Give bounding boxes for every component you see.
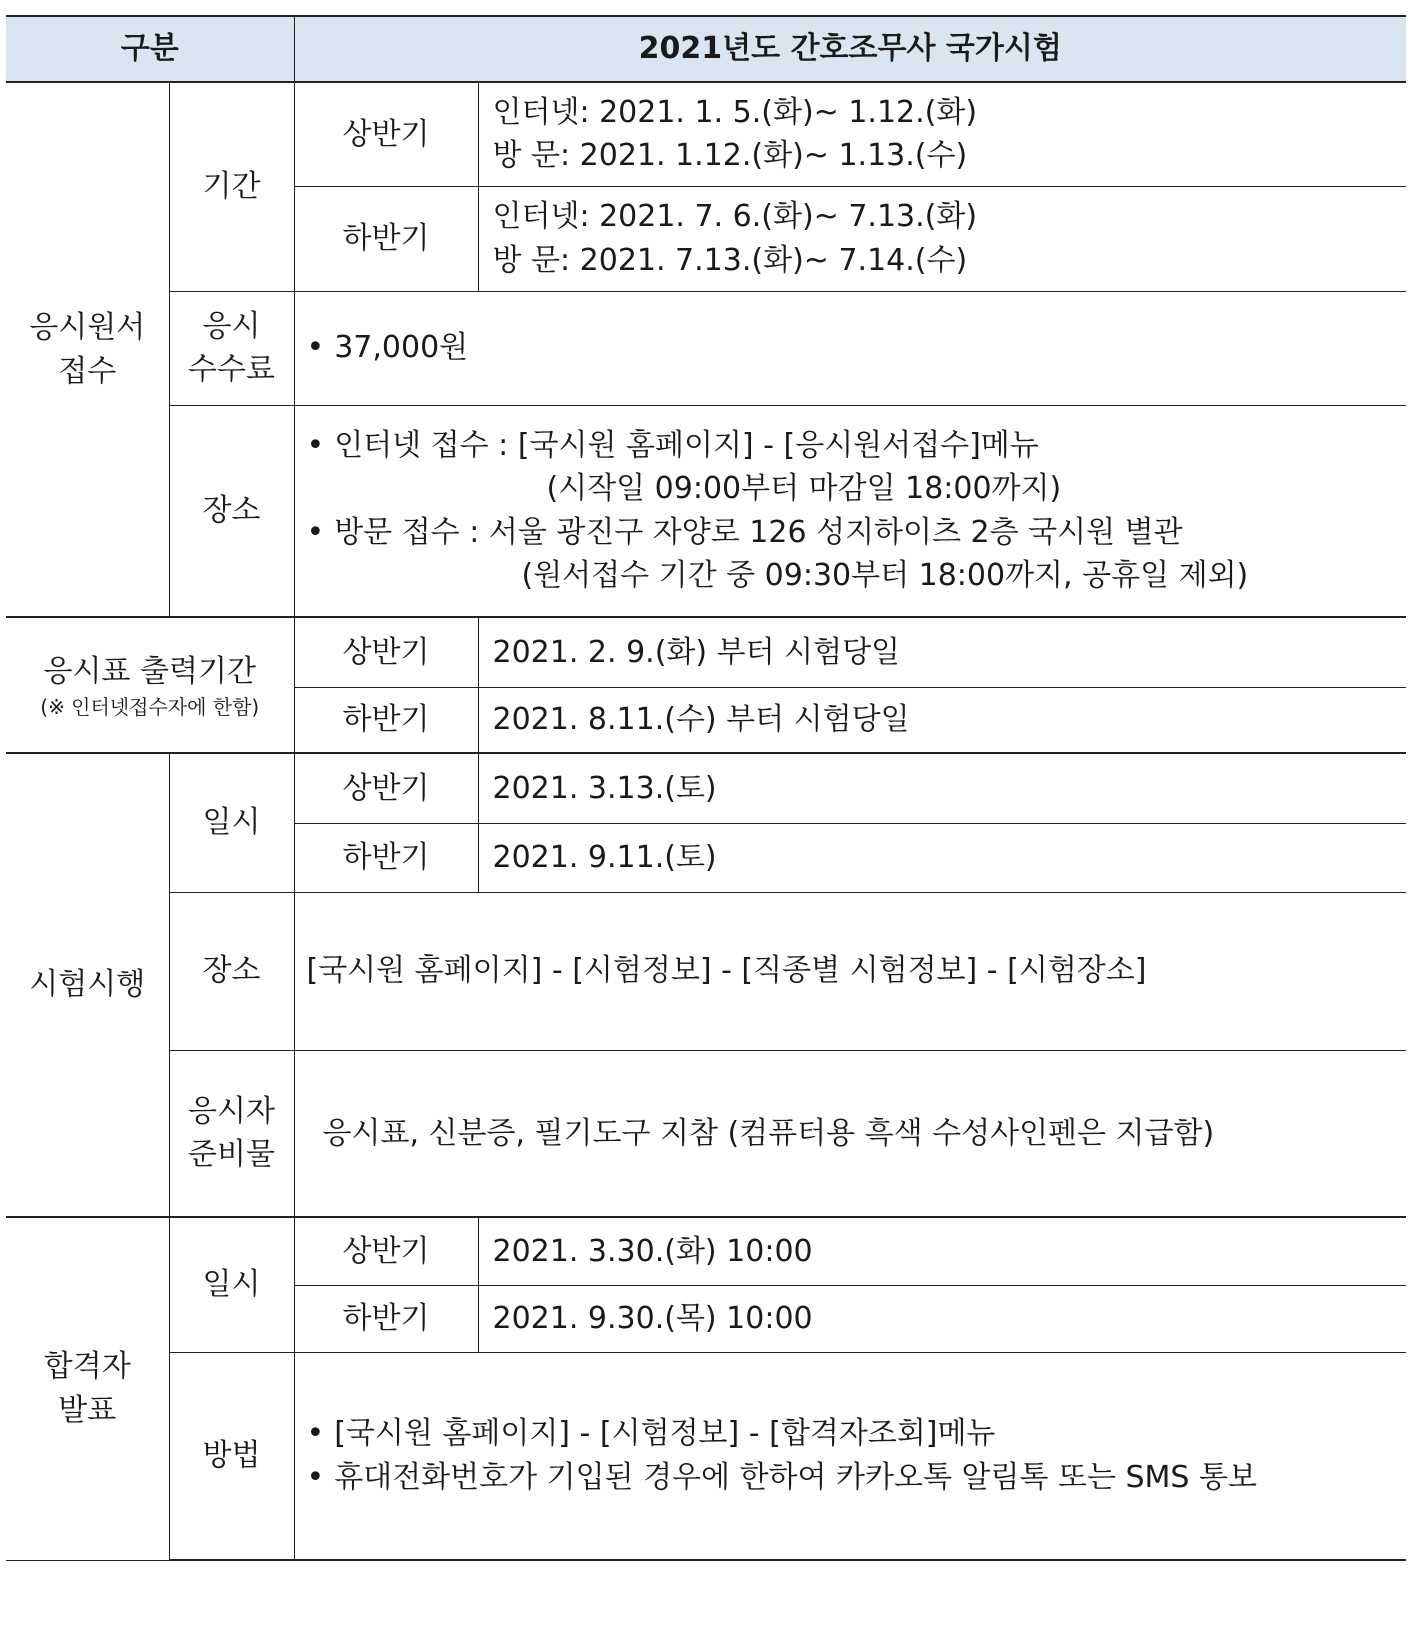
header-title: 2021년도 간호조무사 국가시험 — [294, 16, 1406, 82]
result-method-value — [294, 1352, 1406, 1560]
table-row — [6, 753, 1406, 823]
table-row — [6, 617, 1406, 687]
bullet-icon: • — [306, 427, 325, 463]
exam-section-label: 시험시행 — [6, 753, 169, 1217]
table-header-row — [6, 16, 1406, 82]
result-datetime-label: 일시 — [169, 1217, 294, 1352]
exam-second-half-value: 2021. 9.11.(토) — [478, 823, 1406, 892]
ticket-first-half-label: 상반기 — [294, 617, 478, 687]
result-second-half-label: 하반기 — [294, 1285, 478, 1352]
result-method-label: 방법 — [169, 1352, 294, 1560]
application-second-half-label: 하반기 — [294, 186, 478, 291]
application-place-label: 장소 — [169, 405, 294, 617]
result-method-line1: • [국시원 홈페이지] - [시험정보] - [합격자조회]메뉴 — [306, 1416, 996, 1452]
application-first-half-internet: 인터넷: 2021. 1. 5.(화)~ 1.12.(화) — [492, 94, 978, 130]
application-second-half-internet: 인터넷: 2021. 7. 6.(화)~ 7.13.(화) — [492, 199, 978, 234]
exam-place-label: 장소 — [169, 892, 294, 1050]
table-row — [6, 1217, 1406, 1285]
application-place-internet-note: (시작일 09:00부터 마감일 18:00까지) — [546, 471, 1062, 507]
exam-second-half-label: 하반기 — [294, 823, 478, 892]
exam-supplies-label: 응시자 준비물 — [169, 1050, 294, 1217]
ticket-first-half-value: 2021. 2. 9.(화) 부터 시험당일 — [478, 617, 1406, 687]
application-place-visit-note: (원서접수 기간 중 09:30부터 18:00까지, 공휴일 제외) — [521, 558, 1249, 594]
exam-first-half-value: 2021. 3.13.(토) — [478, 753, 1406, 823]
application-second-half-visit: 방 문: 2021. 7.13.(화)~ 7.14.(수) — [492, 242, 968, 278]
exam-schedule-table-wrapper — [6, 15, 1406, 1561]
exam-datetime-label: 일시 — [169, 753, 294, 892]
exam-supplies-value: 응시표, 신분증, 필기도구 지참 (컴퓨터용 흑색 수성사인펜은 지급함) — [294, 1050, 1406, 1217]
exam-schedule-table — [6, 15, 1406, 1561]
result-first-half-label: 상반기 — [294, 1217, 478, 1285]
bullet-icon: • — [306, 330, 325, 366]
result-second-half-value: 2021. 9.30.(목) 10:00 — [478, 1285, 1406, 1352]
ticket-second-half-label: 하반기 — [294, 687, 478, 753]
bullet-icon: • — [306, 1416, 325, 1452]
application-period-label: 기간 — [169, 82, 294, 291]
result-section-label: 합격자 발표 — [6, 1217, 169, 1560]
table-row — [6, 1050, 1406, 1217]
application-second-half-dates — [478, 186, 1406, 291]
ticket-section-label: 응시표 출력기간 (※ 인터넷접수자에 한함) — [6, 617, 294, 753]
table-row — [6, 1352, 1406, 1560]
application-fee-value: • 37,000원 — [294, 291, 1406, 405]
table-row — [6, 291, 1406, 405]
application-first-half-visit: 방 문: 2021. 1.12.(화)~ 1.13.(수) — [492, 138, 968, 174]
bullet-icon: • — [306, 1459, 325, 1495]
application-first-half-dates — [478, 82, 1406, 186]
application-fee-label: 응시 수수료 — [169, 291, 294, 405]
application-place-internet: • 인터넷 접수 : [국시원 홈페이지] - [응시원서접수]메뉴 — [306, 427, 1039, 463]
result-method-line2: • 휴대전화번호가 기입된 경우에 한하여 카카오톡 알림톡 또는 SMS 통보 — [306, 1459, 1257, 1495]
exam-first-half-label: 상반기 — [294, 753, 478, 823]
application-first-half-label: 상반기 — [294, 82, 478, 186]
application-section-label: 응시원서 접수 — [6, 82, 169, 617]
header-category: 구분 — [6, 16, 294, 82]
application-place-visit: • 방문 접수 : 서울 광진구 자양로 126 성지하이츠 2층 국시원 별관 — [306, 514, 1183, 550]
table-row — [6, 82, 1406, 186]
table-row — [6, 405, 1406, 617]
ticket-second-half-value: 2021. 8.11.(수) 부터 시험당일 — [478, 687, 1406, 753]
result-first-half-value: 2021. 3.30.(화) 10:00 — [478, 1217, 1406, 1285]
bullet-icon: • — [306, 514, 325, 550]
ticket-note: (※ 인터넷접수자에 한함) — [40, 694, 260, 719]
table-row — [6, 892, 1406, 1050]
application-place-value — [294, 405, 1406, 617]
exam-place-value: [국시원 홈페이지] - [시험정보] - [직종별 시험정보] - [시험장소] — [294, 892, 1406, 1050]
